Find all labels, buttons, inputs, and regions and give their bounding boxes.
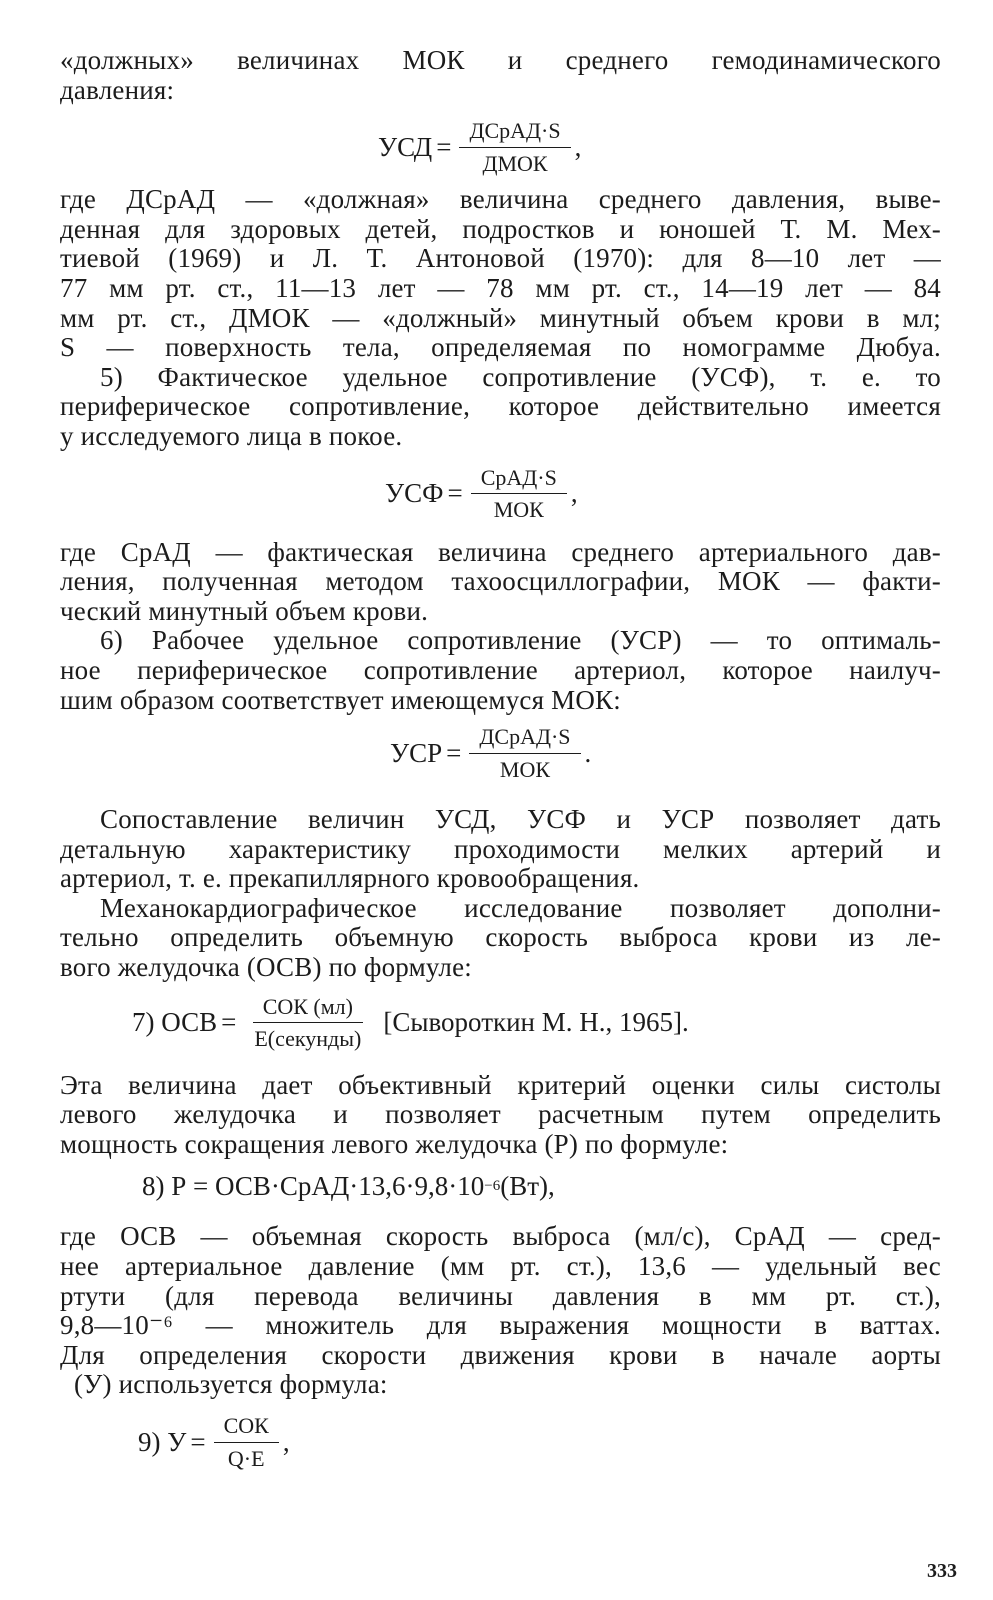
text-line: давления:	[60, 74, 175, 105]
fraction	[244, 993, 371, 1053]
paragraph-usf-explanation	[60, 538, 941, 716]
formula-tail: ,	[570, 478, 578, 509]
text-line: где ОСВ — объемная скорость выброса (мл/с), СрАД — сред-	[60, 1221, 941, 1252]
formula-usf: УСФ = $\frac{\text{СрАД·S}}{\text{МОК}}$ ,	[385, 464, 578, 523]
paragraph-usd-explanation	[60, 185, 941, 451]
text-line: мощность сокращения левого желудочка (Р) по формуле:	[60, 1128, 729, 1159]
text-line: 9,8—10⁻⁶ — множитель для выражения мощности в ваттах.	[60, 1310, 941, 1341]
text-line: детальную характеристику проходимости мелких артерий и	[60, 833, 941, 864]
text-line: где ДСрАД — «должная» величина среднего давления, выве-	[60, 184, 941, 215]
text-line: Для определения скорости движения крови в начале аорты	[60, 1339, 941, 1370]
fraction	[459, 117, 570, 177]
formula-lhs: УСФ	[385, 478, 444, 509]
paragraph-intro	[60, 46, 941, 105]
text-line: тельно определить объемную скорость выброса крови из ле-	[60, 922, 941, 953]
formula-lhs: УСР	[390, 737, 443, 768]
exponent: −6	[484, 1178, 501, 1195]
numerator: СОК (мл)	[253, 993, 363, 1024]
text-line: тиевой (1969) и Л. Т. Антоновой (1970): для 8—10 лет —	[60, 243, 941, 274]
formula-lhs: 9) У	[138, 1426, 187, 1457]
text-line: 77 мм рт. ст., 11—13 лет — 78 мм рт. ст., 14—19 лет — 84	[60, 272, 941, 303]
fraction	[471, 464, 567, 524]
formula-lhs: 7) ОСВ	[132, 1007, 218, 1038]
numerator: ДСрАД·S	[469, 723, 580, 754]
text-line: у исследуемого лица в покое.	[60, 420, 403, 451]
denominator: МОК	[493, 497, 544, 523]
text-line: мм рт. ст., ДМОК — «должный» минутный объем крови в мл;	[60, 302, 941, 333]
denominator: Q·E	[227, 1445, 265, 1471]
paragraph-power-explanation	[60, 1222, 941, 1400]
text-line: Механокардиографическое исследование позволяет дополни-	[100, 892, 941, 923]
paragraph-comparison	[60, 805, 941, 983]
text-line: 6) Рабочее удельное сопротивление (УСР) — то оптималь-	[100, 625, 941, 656]
text-line: ческий минутный объем крови.	[60, 595, 429, 626]
formula-tail: .	[584, 737, 592, 768]
text-line: шим образом соответствует имеющемуся МОК:	[60, 684, 621, 715]
text-line: ления, полученная методом тахоосциллографии, МОК — факти-	[60, 566, 941, 597]
formula-usd: УСД = $\frac{\text{ДСрАД·S}}{\text{ДМОК}}$ ,	[378, 118, 582, 176]
numerator: СрАД·S	[471, 464, 567, 495]
denominator: МОК	[499, 756, 551, 782]
text-line: «должных» величинах МОК и среднего гемодинамического	[60, 45, 941, 75]
text-line: нее артериальное давление (мм рт. ст.), 13,6 — удельный вес	[60, 1251, 941, 1282]
text-line: 5) Фактическое удельное сопротивление (УСФ), т. е. то	[100, 361, 941, 392]
text-line: где СрАД — фактическая величина среднего артериального дав-	[60, 536, 941, 567]
text-line: вого желудочка (ОСВ) по формуле:	[60, 952, 472, 983]
text-line: Сопоставление величин УСД, УСФ и УСР позволяет дать	[100, 804, 941, 835]
formula-usr: УСР = $\frac{\text{ДСрАД·S}}{\text{МОК}}$ .	[390, 724, 592, 782]
text-line: денная для здоровых детей, подростков и юношей Т. М. Мех-	[60, 213, 941, 244]
citation: [Сывороткин М. Н., 1965].	[383, 1007, 689, 1038]
denominator: Е(секунды)	[254, 1026, 362, 1052]
formula-tail: ,	[282, 1426, 290, 1457]
page-number: 333	[927, 1560, 957, 1582]
formula-tail: ,	[574, 131, 582, 162]
text-line: периферическое сопротивление, которое действительно имеется	[60, 391, 941, 422]
numerator: ДСрАД·S	[459, 117, 570, 148]
formula-power	[142, 1171, 941, 1202]
denominator: ДМОК	[482, 150, 548, 176]
formula-tail: (Вт),	[500, 1171, 555, 1202]
text-line: S — поверхность тела, определяемая по номограмме Дюбуа.	[60, 332, 941, 363]
text-line: (У) используется формула:	[74, 1369, 388, 1400]
text-line: ртути (для перевода величины давления в мм рт. ст.),	[60, 1280, 941, 1311]
text-line: левого желудочка и позволяет расчетным путем определить	[60, 1099, 941, 1130]
text-line: артериол, т. е. прекапиллярного кровообращения.	[60, 863, 640, 894]
fraction	[469, 723, 580, 783]
text-line: ное периферическое сопротивление артериол, которое наилуч-	[60, 654, 941, 685]
formula-osv: 7) ОСВ = $\frac{\text{СОК (мл)}}{\text{Е(секунды)}}$ [Сывороткин М. Н., 1965].	[132, 993, 689, 1052]
numerator: СОК	[214, 1412, 279, 1443]
formula-lhs: УСД	[378, 131, 433, 162]
formula-text: 8) Р = ОСВ·СрАД·13,6·9,8·10	[142, 1171, 485, 1202]
fraction	[214, 1412, 279, 1472]
paragraph-power	[60, 1071, 941, 1160]
formula-velocity: 9) У = $\frac{\text{СОК}}{Q\cdot E}$ ,	[138, 1413, 290, 1471]
text-line: Эта величина дает объективный критерий оценки силы систолы	[60, 1069, 941, 1100]
